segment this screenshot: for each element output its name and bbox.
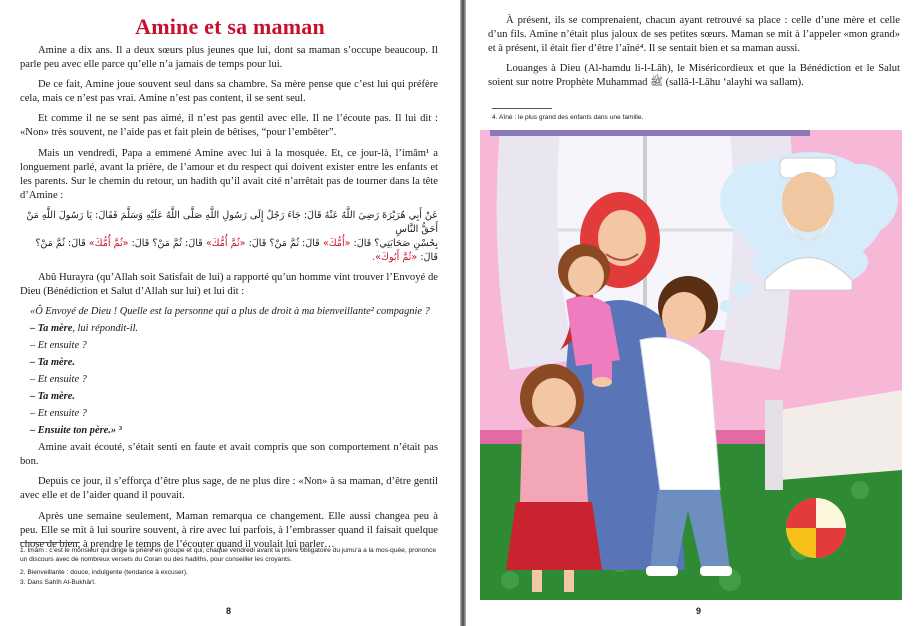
paragraph-5: Abû Hurayra (qu’Allah soit Satisfait de lui) a rapporté qu’un homme vint trouver l’Envoyé de Dieu (Bénédiction et Salut d’Allah sur lui) et lui dit :	[20, 271, 438, 298]
left-body-text	[20, 44, 438, 558]
dialogue-text: , lui répondit-il.	[72, 323, 139, 335]
footnote-4: 4. Aîné : le plus grand des enfants dans une famille.	[492, 114, 644, 121]
dialogue-line: «Ô Envoyé de Dieu ! Quelle est la personne qui a plus de droit à ma bienveillante² compagnie ?	[30, 306, 430, 318]
page-number-right: 9	[696, 606, 702, 616]
paragraph-1: Amine a dix ans. Il a deux sœurs plus jeunes que lui, dont sa maman s’occupe beaucoup. Il parle peu avec elle parce qu’elle n’a jamais de temps pour lui.	[20, 45, 438, 71]
dialogue-line	[30, 390, 438, 403]
arabic-line-1: عَنْ أَبِي هُرَيْرَةَ رَضِيَ اللَّهُ عَنْهُ قَالَ: جَاءَ رَجُلٌ إِلَى رَسُولِ اللَّهِ صَلَّى اللَّهُ عَلَيْهِ وَسَلَّمَ فَقَالَ: يَا رَسُولَ اللَّهِ مَنْ أَحَقُّ النَّاسِ	[26, 209, 438, 235]
right-body-text	[488, 14, 900, 96]
arabic-highlight: «أُمُّكَ»	[322, 237, 351, 249]
arabic-text: قَالَ: ثُمَّ مَنْ؟ قَالَ:	[131, 237, 203, 249]
footnote-rule	[20, 542, 80, 543]
dialogue-line	[30, 356, 438, 369]
footnote-3: 3. Dans Sahîh Al-Bukhârî.	[20, 579, 96, 586]
footnote-2: 2. Bienveillante : douce, indulgente (tendance à excuser).	[20, 569, 188, 576]
paragraph-4: Mais un vendredi, Papa a emmené Amine avec lui à la mosquée. Et, ce jour-là, l’imâm¹ a longuement parlé, avant la prière, de l’amour et du respect qui doivent exister entre les enfants et les parents. Sur le chemin du retour, un hadith qu’il avait cité n’arrêtait pas de tourner dans la tête d’Amine :	[20, 147, 438, 201]
arabic-line-2	[20, 237, 438, 265]
dialogue-line: – Et ensuite ?	[30, 374, 87, 386]
dialogue-line: – Et ensuite ?	[30, 340, 87, 352]
paragraph-2: De ce fait, Amine joue souvent seul dans sa chambre. Sa mère pense que c’est lui qui préfère cela, mais ce n’est pas vrai. Amine n’est pas content, il se sent seul.	[20, 79, 438, 105]
arabic-text: قَالَ: ثُمَّ مَنْ؟ قَالَ:	[248, 237, 320, 249]
page-number-left: 8	[226, 606, 232, 616]
paragraph-9: À présent, ils se comprenaient, chacun ayant retrouvé sa place : celle d’une mère et celle d’un fils. Amine n’était plus jaloux de ses petites sœurs. Maman se mit à l’appeler «mon grand» et à présent, il était fier d’être l’aîné⁴. Il se sentait bien et sa maman aussi.	[488, 15, 900, 55]
footnote-rule	[492, 108, 552, 109]
dialogue-emphasis: – Ta mère	[30, 323, 73, 335]
dialogue-line	[30, 424, 438, 437]
dialogue-line: – Et ensuite ?	[30, 408, 87, 420]
story-title: Amine et sa maman	[135, 14, 325, 39]
beach-ball	[786, 498, 846, 558]
paragraph-6: Amine avait écouté, s’était senti en faute et avait compris que son comportement n’était pas bon.	[20, 442, 438, 468]
dialogue-line	[30, 322, 438, 335]
paragraph-7: Depuis ce jour, il s’efforça d’être plus sage, de ne plus dire : «Non» à sa maman, d’être gentil avec elle et de l’aider quand il pouvait.	[20, 476, 438, 502]
family-hug-illustration	[480, 130, 902, 600]
arabic-highlight: «ثُمَّ أُمُّكَ»	[88, 237, 129, 249]
paragraph-10: Louanges à Dieu (Al-hamdu li-l-Lâh), le Miséricordieux et que la Bénédiction et le Salut soient sur notre Prophète Muhammad ﷺ (sallâ-l-Lâhu ‘alayhi wa sallam).	[488, 63, 900, 89]
arabic-highlight: «ثُمَّ أُمُّكَ»	[205, 237, 246, 249]
dialogue-emphasis: – Ensuite ton père.» ³	[30, 425, 122, 437]
footnote-1: 1. Imâm : c’est le monsieur qui dirige la prière en groupe et qui, chaque vendredi avant la prière obligatoire du jumu‘a a la mos-quée, prononce un discours avec de nombreux versets du Coran ou des hadiths, pour conseiller les croyants.	[20, 547, 437, 564]
paragraph-3: Et comme il ne se sent pas aimé, il n’est pas gentil avec elle. Il ne l’écoute pas. Il lui dit : «Non» très souvent, ne l’aide pas et fait plein de bêtises, “pour l’embêter”.	[20, 113, 438, 139]
arabic-text: قَالَ: ثُمَّ مَنْ؟ قَالَ:	[35, 237, 438, 263]
dialogue-emphasis: – Ta mère.	[30, 357, 75, 369]
arabic-text: بِحُسْنِ صَحَابَتِي؟ قَالَ:	[353, 237, 438, 249]
dialogue-emphasis: – Ta mère.	[30, 391, 75, 403]
right-page	[466, 0, 916, 626]
arabic-hadith	[20, 209, 438, 265]
paragraph-8: Après une semaine seulement, Maman remarqua ce changement. Elle aussi changea peu à peu. Elle se mit à lui sourire souvent, à rire avec lui parfois, à l’embrasser quand il faisait quelque chose de bien, à prendre le temps de l’écouter quand il voulait lui parler…	[20, 510, 438, 550]
arabic-highlight: «ثُمَّ أَبُوكَ».	[372, 251, 418, 263]
